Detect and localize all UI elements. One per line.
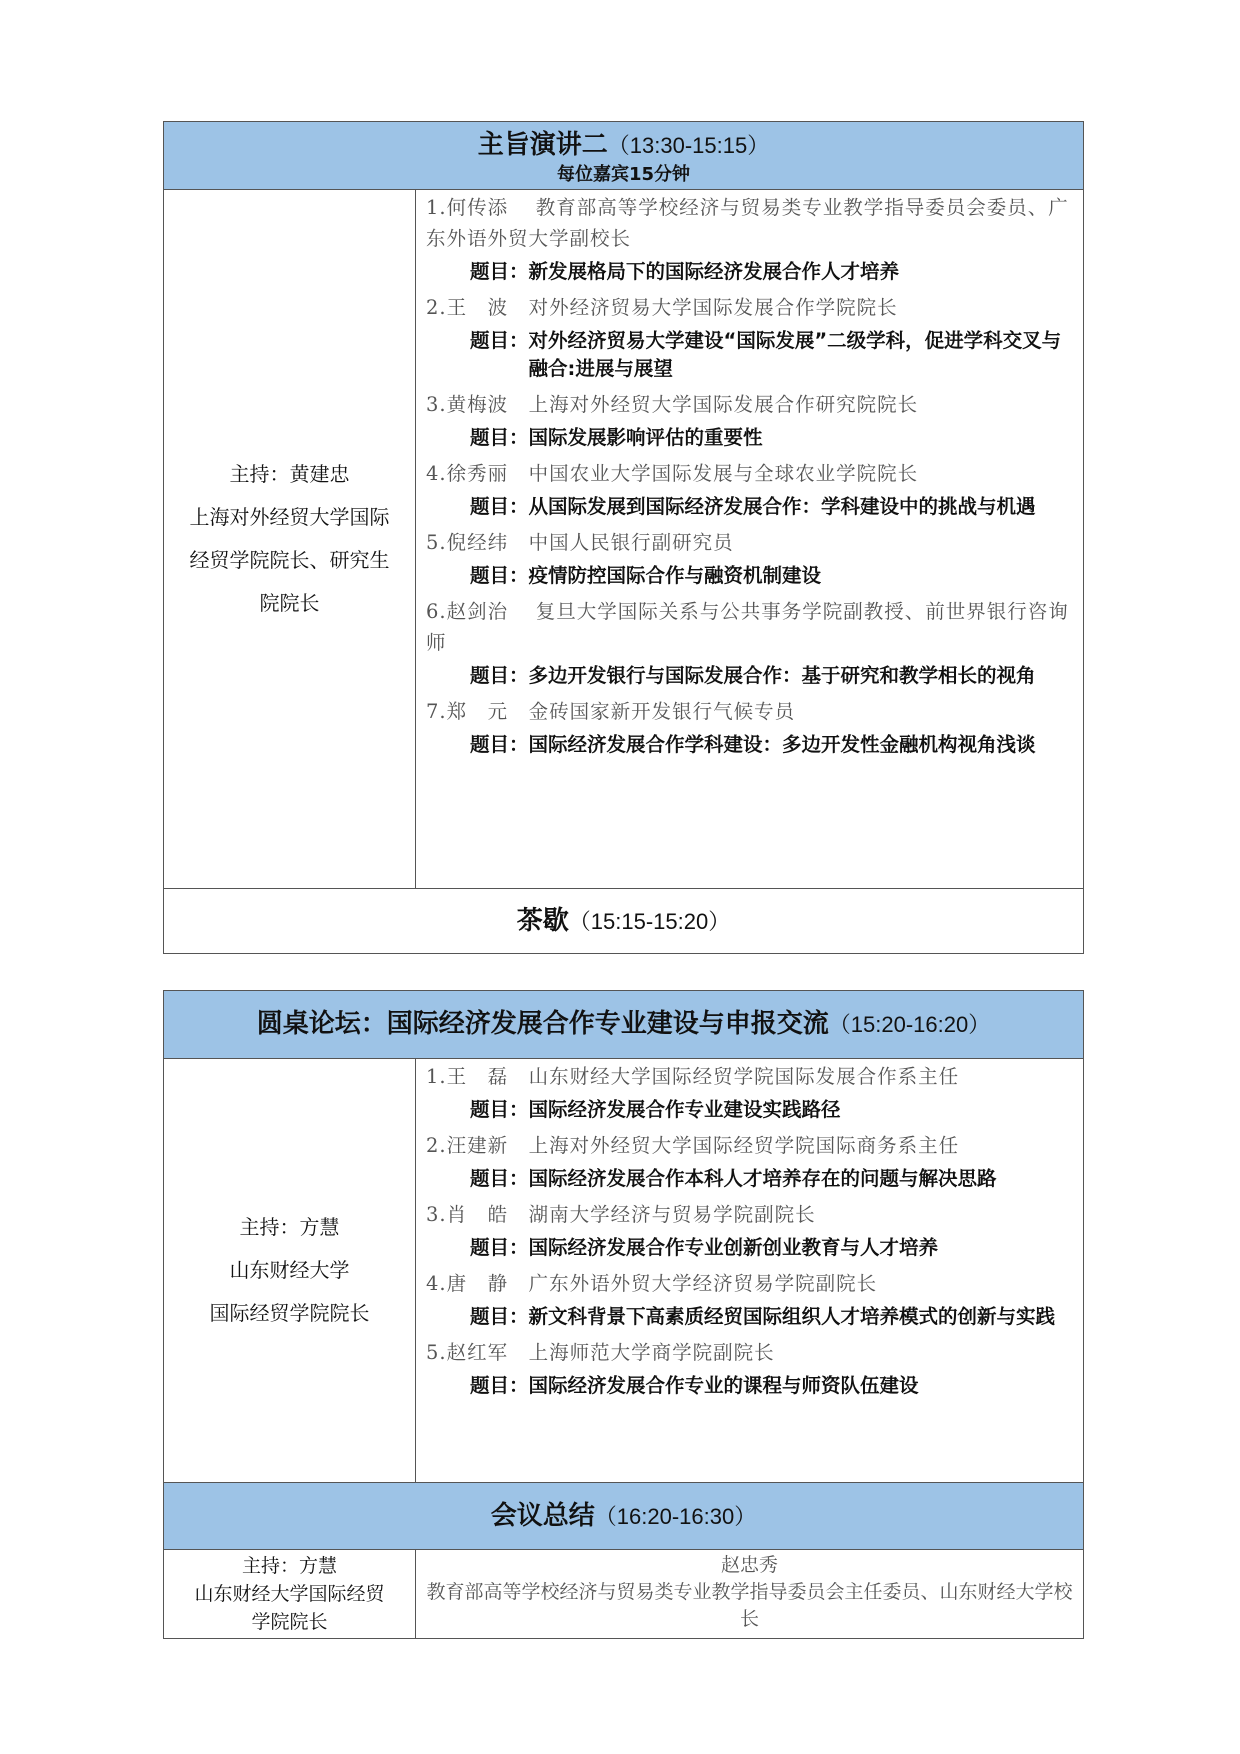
speaker-item: 2.王 波 对外经济贸易大学国际发展合作学院院长 题目： 对外经济贸易大学建设“国际发展”二级学科，促进学科交叉与融合:进展与展望 — [426, 296, 1062, 380]
speaker-item: 1.何传添 教育部高等学校经济与贸易类专业教学指导委员会委员、广东外语外贸大学副校长 题目： 新发展格局下的国际经济发展合作人才培养 — [426, 196, 1069, 283]
speaker-item: 4.徐秀丽 中国农业大学国际发展与全球农业学院院长 题目： 从国际发展到国际经济发展合作：学科建设中的挑战与机遇 — [426, 462, 1036, 518]
speaker-item: 2.汪建新 上海对外经贸大学国际经贸学院国际商务系主任 题目： 国际经济发展合作本科人才培养存在的问题与解决思路 — [426, 1134, 997, 1190]
summary-body — [164, 1550, 1083, 1638]
roundtable-host: 主持：方慧 山东财经大学 国际经贸学院院长 — [164, 1059, 416, 1482]
roundtable-body — [164, 1059, 1083, 1482]
summary-speaker: 赵忠秀 教育部高等学校经济与贸易类专业教学指导委员会主任委员、山东财经大学校长 — [426, 1554, 1073, 1630]
speaker-item: 5.倪经纬 中国人民银行副研究员 题目： 疫情防控国际合作与融资机制建设 — [426, 531, 822, 587]
summary-host: 主持：方慧 山东财经大学国际经贸 学院院长 — [164, 1550, 416, 1638]
roundtable-header: 圆桌论坛：国际经济发展合作专业建设与申报交流（15:20-16:20） — [164, 991, 1083, 1059]
keynote2-speakers — [416, 190, 1083, 888]
keynote2-title: 主旨演讲二（13:30-15:15） — [477, 130, 770, 160]
speaker-item: 5.赵红军 上海师范大学商学院副院长 题目： 国际经济发展合作专业的课程与师资队伍建设 — [426, 1341, 919, 1397]
keynote2-header — [164, 122, 1083, 190]
keynote2-table — [163, 121, 1084, 954]
roundtable-speakers — [416, 1059, 1083, 1482]
speaker-item: 6.赵剑治 复旦大学国际关系与公共事务学院副教授、前世界银行咨询师 题目： 多边开发银行与国际发展合作：基于研究和教学相长的视角 — [426, 600, 1069, 687]
summary-header: 会议总结（16:20-16:30） — [164, 1482, 1083, 1550]
keynote2-subtitle: 每位嘉宾15分钟 — [556, 164, 691, 185]
roundtable-table — [163, 990, 1084, 1639]
speaker-item: 7.郑 元 金砖国家新开发银行气候专员 题目： 国际经济发展合作学科建设：多边开发性金融机构视角浅谈 — [426, 700, 1036, 756]
keynote2-host: 主持：黄建忠 上海对外经贸大学国际 经贸学院院长、研究生 院院长 — [164, 190, 416, 888]
speaker-item: 4.唐 静 广东外语外贸大学经济贸易学院副院长 题目： 新文科背景下高素质经贸国际组织人才培养模式的创新与实践 — [426, 1272, 1056, 1328]
speaker-item: 1.王 磊 山东财经大学国际经贸学院国际发展合作系主任 题目： 国际经济发展合作专业建设实践路径 — [426, 1065, 960, 1121]
speaker-item: 3.黄梅波 上海对外经贸大学国际发展合作研究院院长 题目： 国际发展影响评估的重要性 — [426, 393, 919, 449]
tea-break-row: 茶歇（15:15-15:20） — [164, 888, 1083, 953]
speaker-item: 3.肖 皓 湖南大学经济与贸易学院副院长 题目： 国际经济发展合作专业创新创业教育与人才培养 — [426, 1203, 939, 1259]
keynote2-body — [164, 190, 1083, 888]
